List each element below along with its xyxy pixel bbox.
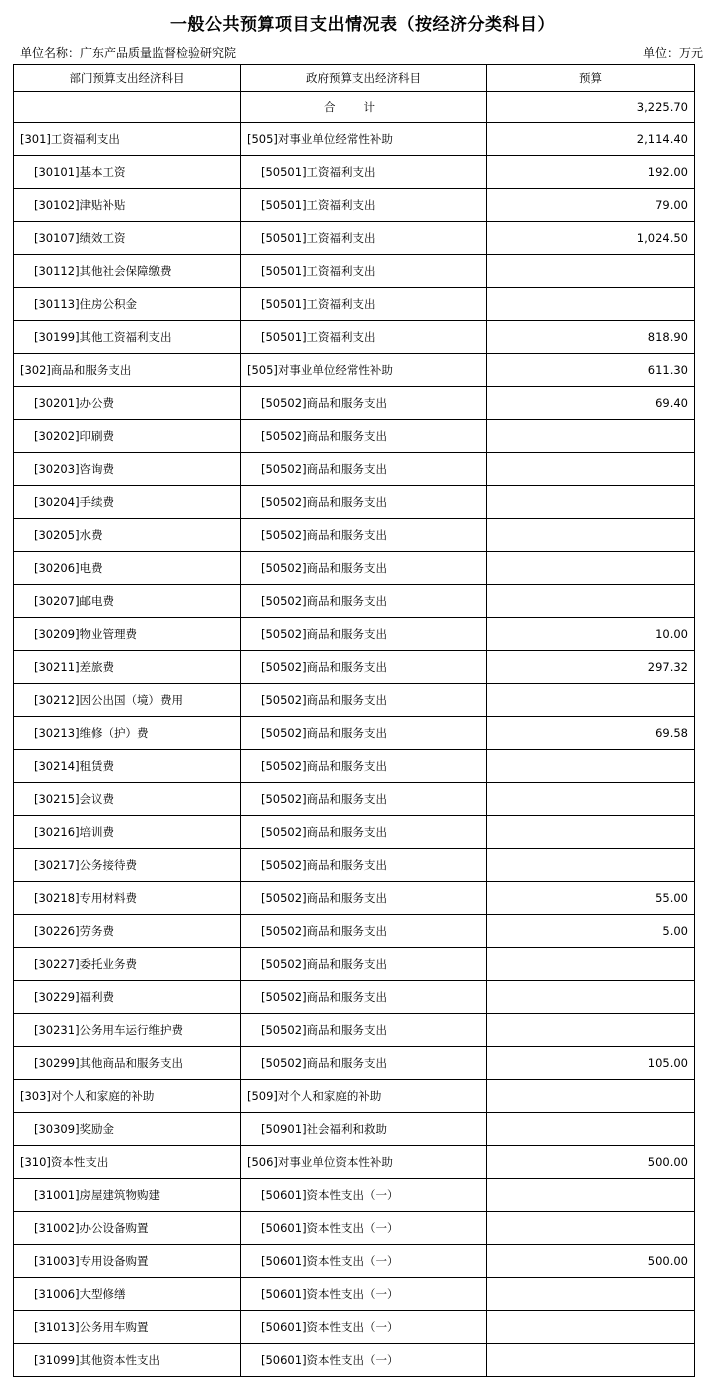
gov-cell: [50502]商品和服务支出: [241, 882, 487, 915]
total-row: [14, 92, 695, 123]
amount-cell: 69.58: [487, 717, 695, 750]
amount-cell: [487, 849, 695, 882]
gov-cell: [50502]商品和服务支出: [241, 1047, 487, 1080]
dept-cell: [30218]专用材料费: [14, 882, 241, 915]
table-row: [14, 618, 695, 651]
gov-cell: [50501]工资福利支出: [241, 288, 487, 321]
table-row: [14, 321, 695, 354]
dept-cell: [302]商品和服务支出: [14, 354, 241, 387]
gov-cell: [50502]商品和服务支出: [241, 849, 487, 882]
dept-cell: [31002]办公设备购置: [14, 1212, 241, 1245]
dept-cell: [30199]其他工资福利支出: [14, 321, 241, 354]
amount-cell: [487, 288, 695, 321]
gov-cell: [50601]资本性支出（一）: [241, 1278, 487, 1311]
gov-cell: [50502]商品和服务支出: [241, 915, 487, 948]
unit-label: 单位：万元: [642, 46, 703, 60]
gov-cell: [50502]商品和服务支出: [241, 816, 487, 849]
amount-cell: [487, 1278, 695, 1311]
table-row: [14, 387, 695, 420]
page-title: 一般公共预算项目支出情况表（按经济分类科目）: [170, 15, 555, 35]
dept-cell: [30112]其他社会保障缴费: [14, 255, 241, 288]
dept-cell: [30209]物业管理费: [14, 618, 241, 651]
amount-cell: 297.32: [487, 651, 695, 684]
table-row: [14, 1344, 695, 1377]
dept-cell: [30206]电费: [14, 552, 241, 585]
gov-cell: [509]对个人和家庭的补助: [241, 1080, 487, 1113]
gov-cell: [50502]商品和服务支出: [241, 651, 487, 684]
table-row: [14, 486, 695, 519]
gov-cell: [50502]商品和服务支出: [241, 618, 487, 651]
gov-cell: [50502]商品和服务支出: [241, 1014, 487, 1047]
amount-cell: [487, 1179, 695, 1212]
dept-cell: [30217]公务接待费: [14, 849, 241, 882]
dept-cell: [30213]维修（护）费: [14, 717, 241, 750]
dept-cell: [31013]公务用车购置: [14, 1311, 241, 1344]
dept-cell: [30203]咨询费: [14, 453, 241, 486]
amount-cell: [487, 1014, 695, 1047]
dept-cell: [30207]邮电费: [14, 585, 241, 618]
gov-cell: [50501]工资福利支出: [241, 321, 487, 354]
dept-cell: [30201]办公费: [14, 387, 241, 420]
table-row: [14, 948, 695, 981]
table-row: [14, 288, 695, 321]
table-row: [14, 783, 695, 816]
table-row: [14, 849, 695, 882]
dept-cell: [30204]手续费: [14, 486, 241, 519]
dept-cell: [31006]大型修缮: [14, 1278, 241, 1311]
table-row: [14, 519, 695, 552]
amount-cell: [487, 1344, 695, 1377]
table-row: [14, 1080, 695, 1113]
gov-cell: [50502]商品和服务支出: [241, 948, 487, 981]
gov-cell: [50502]商品和服务支出: [241, 486, 487, 519]
dept-cell: [303]对个人和家庭的补助: [14, 1080, 241, 1113]
gov-cell: [50501]工资福利支出: [241, 189, 487, 222]
amount-cell: [487, 948, 695, 981]
amount-cell: 192.00: [487, 156, 695, 189]
gov-cell: [50601]资本性支出（一）: [241, 1179, 487, 1212]
dept-cell: [310]资本性支出: [14, 1146, 241, 1179]
amount-cell: [487, 486, 695, 519]
amount-cell: 2,114.40: [487, 123, 695, 156]
dept-cell: [30212]因公出国（境）费用: [14, 684, 241, 717]
gov-cell: [50502]商品和服务支出: [241, 783, 487, 816]
table-row: [14, 156, 695, 189]
amount-cell: [487, 255, 695, 288]
amount-cell: [487, 1113, 695, 1146]
gov-cell: [50502]商品和服务支出: [241, 585, 487, 618]
amount-cell: 500.00: [487, 1245, 695, 1278]
amount-cell: [487, 783, 695, 816]
table-row: [14, 882, 695, 915]
table-row: [14, 684, 695, 717]
gov-cell: [50502]商品和服务支出: [241, 981, 487, 1014]
amount-cell: [487, 453, 695, 486]
dept-cell: [30113]住房公积金: [14, 288, 241, 321]
gov-cell: [505]对事业单位经常性补助: [241, 354, 487, 387]
total-amount: 3,225.70: [487, 92, 695, 123]
dept-cell: [30205]水费: [14, 519, 241, 552]
amount-cell: [487, 981, 695, 1014]
dept-cell: [31099]其他资本性支出: [14, 1344, 241, 1377]
dept-cell: [30226]劳务费: [14, 915, 241, 948]
table-row: [14, 585, 695, 618]
gov-cell: [50502]商品和服务支出: [241, 552, 487, 585]
table-row: [14, 717, 695, 750]
dept-cell: [30102]津贴补贴: [14, 189, 241, 222]
table-row: [14, 1047, 695, 1080]
amount-cell: 5.00: [487, 915, 695, 948]
amount-cell: [487, 585, 695, 618]
table-row: [14, 189, 695, 222]
gov-cell: [50601]资本性支出（一）: [241, 1245, 487, 1278]
table-row: [14, 1014, 695, 1047]
gov-cell: [50502]商品和服务支出: [241, 717, 487, 750]
budget-table: [13, 64, 695, 1377]
dept-cell: [30227]委托业务费: [14, 948, 241, 981]
amount-cell: [487, 684, 695, 717]
dept-cell: [30101]基本工资: [14, 156, 241, 189]
table-row: [14, 354, 695, 387]
amount-cell: 1,024.50: [487, 222, 695, 255]
gov-cell: [50601]资本性支出（一）: [241, 1311, 487, 1344]
table-row: [14, 750, 695, 783]
header-budget: 预算: [487, 65, 695, 92]
gov-cell: [50502]商品和服务支出: [241, 453, 487, 486]
dept-cell: [30214]租赁费: [14, 750, 241, 783]
table-row: [14, 981, 695, 1014]
dept-cell: [30229]福利费: [14, 981, 241, 1014]
total-empty-cell: [14, 92, 241, 123]
dept-cell: [30309]奖励金: [14, 1113, 241, 1146]
table-row: [14, 552, 695, 585]
table-row: [14, 1179, 695, 1212]
amount-cell: [487, 1080, 695, 1113]
gov-cell: [50501]工资福利支出: [241, 255, 487, 288]
amount-cell: 69.40: [487, 387, 695, 420]
amount-cell: 105.00: [487, 1047, 695, 1080]
dept-cell: [30231]公务用车运行维护费: [14, 1014, 241, 1047]
amount-cell: 500.00: [487, 1146, 695, 1179]
table-row: [14, 420, 695, 453]
dept-cell: [30202]印刷费: [14, 420, 241, 453]
amount-cell: 10.00: [487, 618, 695, 651]
table-row: [14, 1146, 695, 1179]
amount-cell: [487, 552, 695, 585]
amount-cell: 79.00: [487, 189, 695, 222]
gov-cell: [50601]资本性支出（一）: [241, 1212, 487, 1245]
gov-cell: [50501]工资福利支出: [241, 222, 487, 255]
table-row: [14, 816, 695, 849]
gov-cell: [50502]商品和服务支出: [241, 684, 487, 717]
table-row: [14, 915, 695, 948]
table-header-row: [14, 65, 695, 92]
unit-name: 单位名称：广东产品质量监督检验研究院: [20, 46, 237, 60]
header-dept-subject: 部门预算支出经济科目: [14, 65, 241, 92]
gov-cell: [50601]资本性支出（一）: [241, 1344, 487, 1377]
gov-cell: [50502]商品和服务支出: [241, 387, 487, 420]
table-row: [14, 1278, 695, 1311]
amount-cell: [487, 420, 695, 453]
table-row: [14, 222, 695, 255]
amount-cell: [487, 519, 695, 552]
table-row: [14, 255, 695, 288]
gov-cell: [50901]社会福利和救助: [241, 1113, 487, 1146]
dept-cell: [301]工资福利支出: [14, 123, 241, 156]
amount-cell: 55.00: [487, 882, 695, 915]
amount-cell: [487, 750, 695, 783]
gov-cell: [505]对事业单位经常性补助: [241, 123, 487, 156]
amount-cell: [487, 1311, 695, 1344]
table-row: [14, 1245, 695, 1278]
table-row: [14, 123, 695, 156]
gov-cell: [506]对事业单位资本性补助: [241, 1146, 487, 1179]
gov-cell: [50501]工资福利支出: [241, 156, 487, 189]
total-label: 合计: [241, 92, 487, 123]
dept-cell: [31003]专用设备购置: [14, 1245, 241, 1278]
dept-cell: [31001]房屋建筑物购建: [14, 1179, 241, 1212]
gov-cell: [50502]商品和服务支出: [241, 420, 487, 453]
dept-cell: [30107]绩效工资: [14, 222, 241, 255]
amount-cell: [487, 1212, 695, 1245]
header-gov-subject: 政府预算支出经济科目: [241, 65, 487, 92]
table-row: [14, 1113, 695, 1146]
dept-cell: [30211]差旅费: [14, 651, 241, 684]
dept-cell: [30216]培训费: [14, 816, 241, 849]
dept-cell: [30215]会议费: [14, 783, 241, 816]
amount-cell: 611.30: [487, 354, 695, 387]
amount-cell: 818.90: [487, 321, 695, 354]
gov-cell: [50502]商品和服务支出: [241, 519, 487, 552]
dept-cell: [30299]其他商品和服务支出: [14, 1047, 241, 1080]
table-row: [14, 453, 695, 486]
table-row: [14, 651, 695, 684]
table-row: [14, 1311, 695, 1344]
amount-cell: [487, 816, 695, 849]
table-row: [14, 1212, 695, 1245]
gov-cell: [50502]商品和服务支出: [241, 750, 487, 783]
